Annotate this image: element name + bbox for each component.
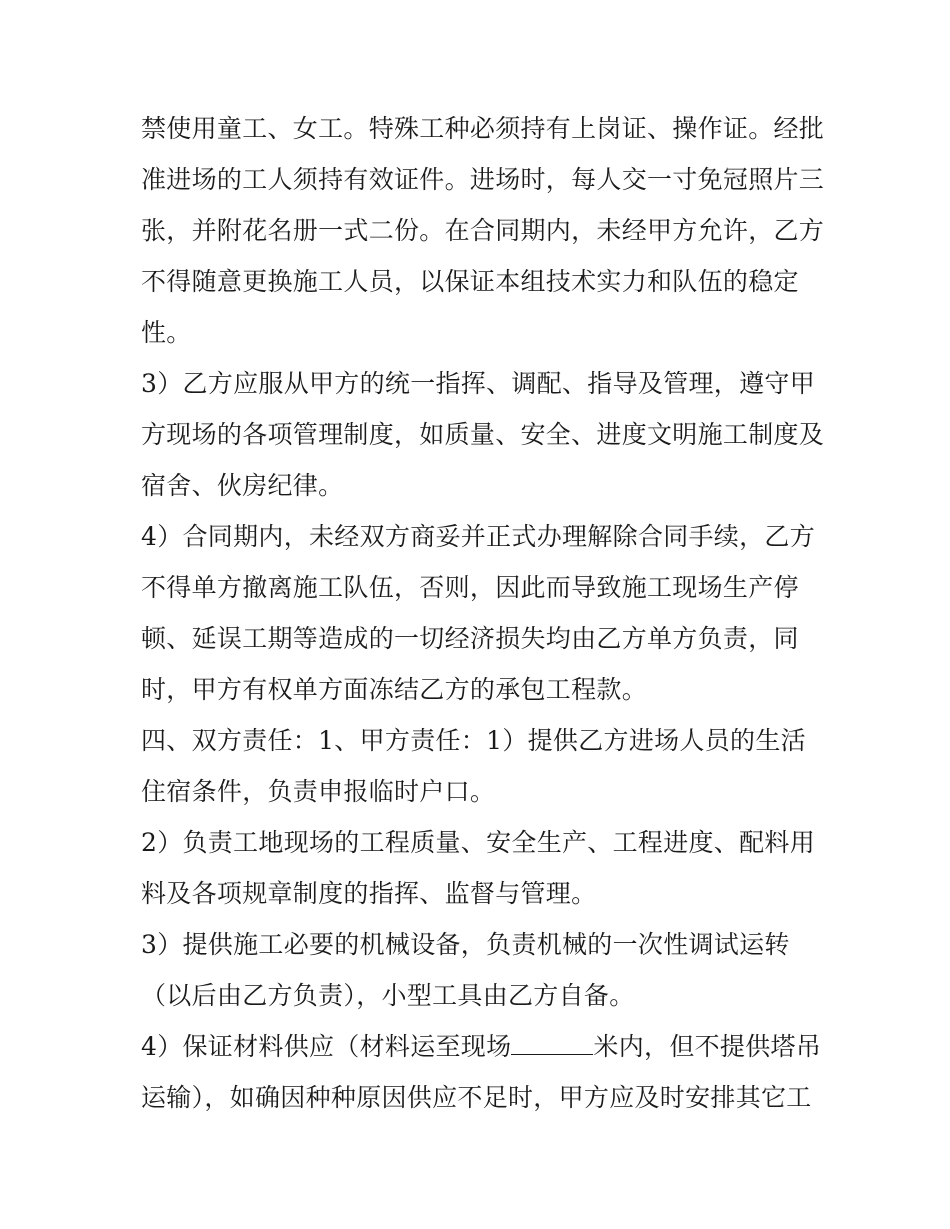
text-line: （以后由乙方负责），小型工具由乙方自备。 (141, 981, 635, 1010)
text-line: 不得随意更换施工人员，以保证本组技术实力和队伍的稳定 (141, 267, 799, 296)
text-line: 3）乙方应服从甲方的统一指挥、调配、指导及管理，遵守甲 (141, 369, 816, 398)
text-line: 3）提供施工必要的机械设备，负责机械的一次性调试运转 (141, 930, 790, 959)
text-line: 顿、延误工期等造成的一切经济损失均由乙方单方负责，同 (141, 624, 799, 653)
text-line: 方现场的各项管理制度，如质量、安全、进度文明施工制度及 (141, 420, 825, 449)
text-line: 运输），如确因种种原因供应不足时，甲方应及时安排其它工 (141, 1083, 812, 1112)
text-line: 性。 (141, 318, 192, 347)
text-line: 宿舍、伙房纪律。 (141, 471, 344, 500)
text-line: 不得单方撤离施工队伍，否则，因此而导致施工现场生产停 (141, 573, 799, 602)
text-line: 禁使用童工、女工。特殊工种必须持有上岗证、操作证。经批 (141, 114, 825, 143)
fill-in-blank (511, 1030, 593, 1055)
text-line: 4）合同期内，未经双方商妥并正式办理解除合同手续，乙方 (141, 522, 816, 551)
text-line-with-blank (141, 1021, 821, 1072)
text-line: 料及各项规章制度的指挥、监督与管理。 (141, 879, 597, 908)
text-line: 张，并附花名册一式二份。在合同期内，未经甲方允许，乙方 (141, 216, 825, 245)
text-line: 准进场的工人须持有效证件。进场时，每人交一寸免冠照片三 (141, 165, 825, 194)
text-segment: 米内，但不提供塔吊 (593, 1032, 822, 1061)
text-segment: 4）保证材料供应（材料运至现场 (141, 1032, 512, 1061)
document-body (141, 103, 825, 1123)
text-line: 四、双方责任：1、甲方责任：1）提供乙方进场人员的生活 (141, 726, 806, 755)
text-line: 时，甲方有权单方面冻结乙方的承包工程款。 (141, 675, 648, 704)
text-line: 住宿条件，负责申报临时户口。 (141, 777, 496, 806)
text-line: 2）负责工地现场的工程质量、安全生产、工程进度、配料用 (141, 828, 816, 857)
